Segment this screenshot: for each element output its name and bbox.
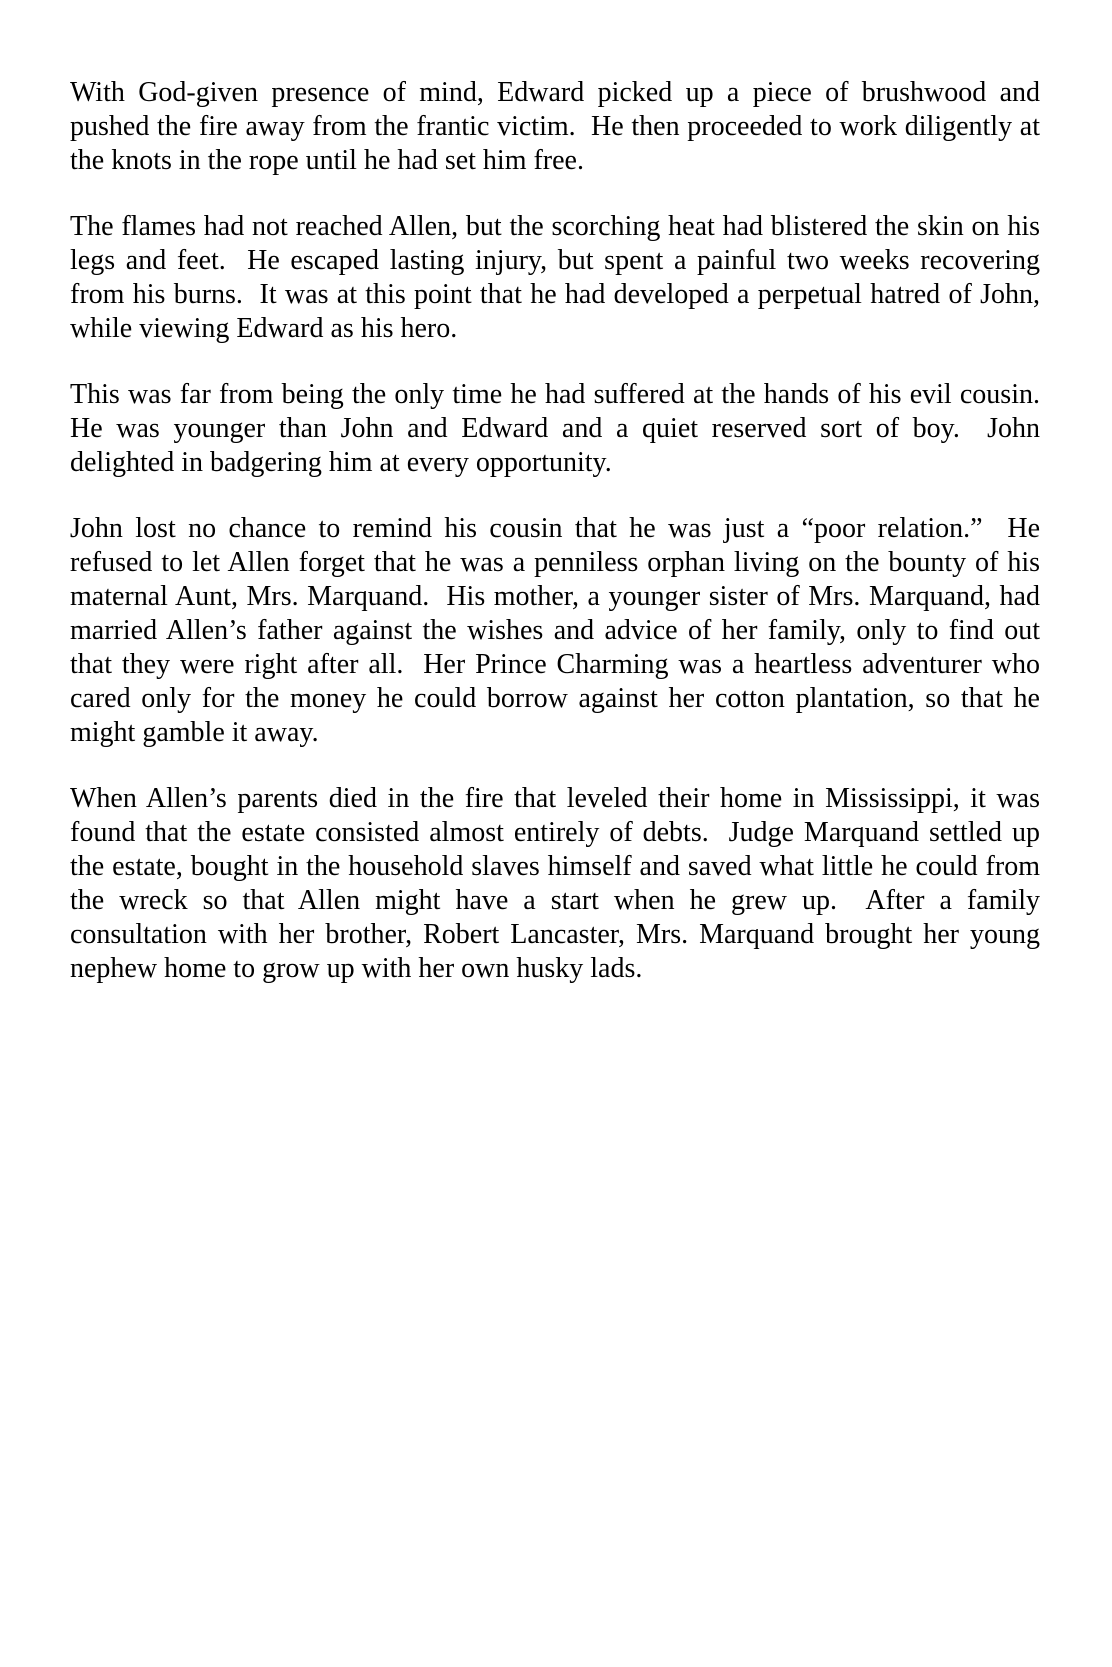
paragraph-5: When Allen’s parents died in the fire that leveled their home in Mississippi, it was found that the estate consisted almost entirely of debts. Judge Marquand settled up the estate, bought in the household slaves himself and saved what little he could from the wreck so that Allen might have a start when he grew up. After a family consultation with her brother, Robert Lancaster, Mrs. Marquand brought her young nephew home to grow up with her own husky lads. — [70, 783, 1047, 984]
paragraph-2: The flames had not reached Allen, but the scorching heat had blistered the skin on his legs and feet. He escaped lasting injury, but spent a painful two weeks recovering from his burns. It was at this point that he had developed a perpetual hatred of John, while viewing Edward as his hero. — [70, 211, 1047, 344]
paragraph-1: With God-given presence of mind, Edward picked up a piece of brushwood and pushed the fire away from the frantic victim. He then proceeded to work diligently at the knots in the rope until he had set him free. — [70, 77, 1047, 176]
paragraph-3: This was far from being the only time he had suffered at the hands of his evil cousin. He was younger than John and Edward and a quiet reserved sort of boy. John delighted in badgering him at every opportunity. — [70, 379, 1054, 478]
paragraph-4: John lost no chance to remind his cousin that he was just a “poor relation.” He refused to let Allen forget that he was a penniless orphan living on the bounty of his maternal Aunt, Mrs. Marquand. His mother, a younger sister of Mrs. Marquand, had married Allen’s father against the wishes and advice of her family, only to find out that they were right after all. Her Prince Charming was a heartless adventurer who cared only for the money he could borrow against her cotton plantation, so that he might gamble it away. — [70, 513, 1047, 748]
